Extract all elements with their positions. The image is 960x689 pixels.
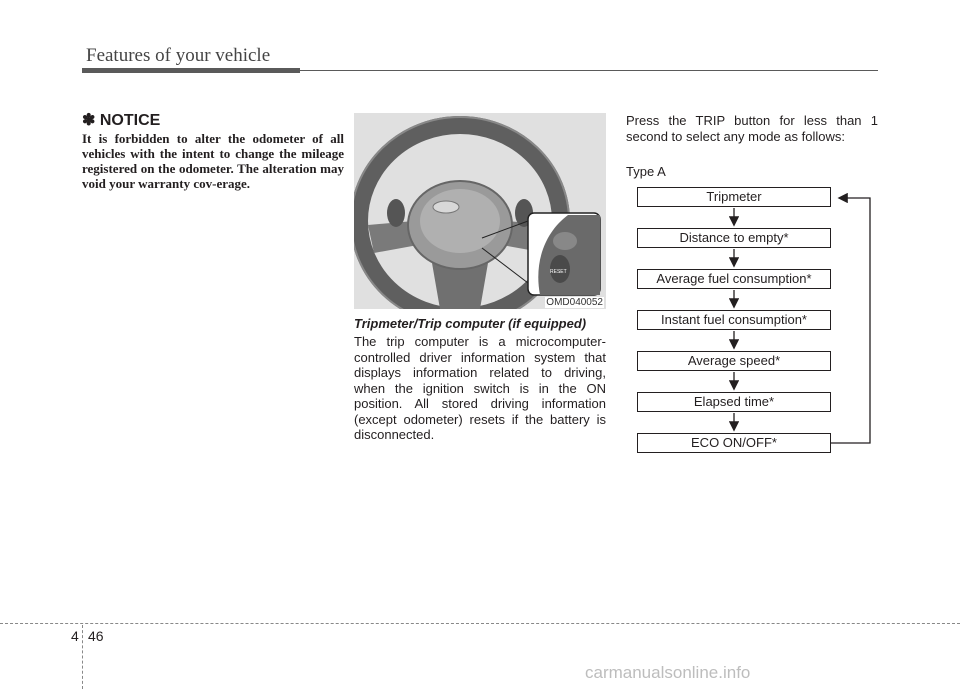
flow-step-distance-to-empty: Distance to empty* — [637, 228, 831, 248]
intro-text: Press the TRIP button for less than 1 second to select any mode as follows: — [626, 113, 878, 144]
section-caption: Tripmeter/Trip computer (if equipped) — [354, 316, 587, 331]
page-number: 46 — [88, 628, 104, 644]
section-number: 4 — [71, 628, 79, 644]
reset-label: RESET — [550, 269, 567, 275]
flow-step-tripmeter: Tripmeter — [637, 187, 831, 207]
flow-step-eco: ECO ON/OFF* — [637, 433, 831, 453]
flow-step-elapsed-time: Elapsed time* — [637, 392, 831, 412]
flow-step-average-speed: Average speed* — [637, 351, 831, 371]
footer-divider — [82, 625, 83, 689]
watermark: carmanualsonline.info — [585, 663, 751, 682]
figure-code: OMD040052 — [546, 297, 603, 308]
notice-title: ✽ NOTICE — [82, 112, 161, 129]
flow-step-instant-fuel: Instant fuel consumption* — [637, 310, 831, 330]
footer-rule — [0, 623, 960, 624]
type-label: Type A — [626, 164, 666, 179]
page-header-title: Features of your vehicle — [86, 45, 271, 66]
notice-body: It is forbidden to alter the odometer of all vehicles with the intent to change the mileage registered on the odometer. The alteration may void your warranty cov-erage. — [82, 131, 344, 191]
section-body: The trip computer is a microcomputer-controlled driver information system that displays information related to driving, when the ignition switch is in the ON position. All stored driving information (except odometer) resets if the battery is disconnected. — [354, 334, 606, 442]
flow-step-average-fuel: Average fuel consumption* — [637, 269, 831, 289]
